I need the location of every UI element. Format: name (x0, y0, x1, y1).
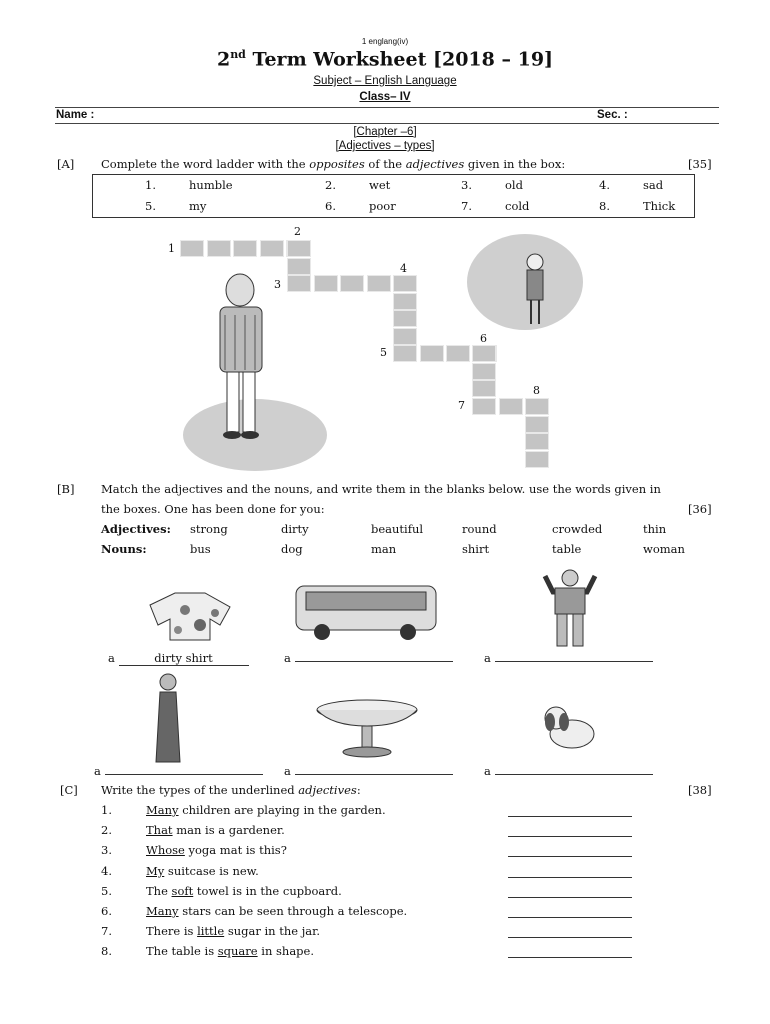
word-number: 1. (145, 178, 156, 192)
section-b-instruction-2: the boxes. One has been done for you: (101, 502, 325, 516)
sentence-rest: in shape. (257, 944, 314, 959)
sentence-prefix: There is (146, 924, 198, 939)
article: a (484, 651, 491, 665)
instr-part: Write the types of the underlined (101, 783, 299, 797)
word-item: my (189, 199, 207, 213)
ladder-number: 1 (168, 242, 175, 255)
sentence-rest: yoga mat is this? (184, 843, 287, 858)
noun-word: woman (643, 542, 685, 556)
underlined-adjective: My (146, 863, 165, 878)
sentence-prefix: The (146, 883, 172, 898)
answer-line[interactable] (508, 866, 632, 878)
word-item: humble (189, 178, 233, 192)
ladder-number: 4 (400, 262, 407, 275)
noun-word: table (552, 542, 582, 556)
item-sentence (146, 823, 285, 837)
noun-word: bus (190, 542, 211, 556)
subject-line: Subject – English Language (313, 75, 457, 87)
section-a-marks: [35] (688, 157, 712, 171)
adjective-word: round (462, 522, 497, 536)
ladder-number: 8 (533, 384, 540, 397)
answer-line[interactable] (508, 825, 632, 837)
sentence-rest: towel is in the cupboard. (193, 883, 342, 898)
word-item: wet (369, 178, 391, 192)
instr-part: : (356, 783, 361, 797)
section-b-instruction-1: Match the adjectives and the nouns, and write them in the blanks below. use the words given in (101, 482, 661, 496)
exercise-item (0, 904, 770, 922)
item-sentence (146, 944, 314, 958)
word-item: Thick (643, 199, 676, 213)
section-b-label: [B] (57, 482, 75, 496)
class-line: Class– IV (359, 91, 411, 103)
underlined-adjective: Whose (146, 843, 185, 858)
answer-line[interactable] (508, 845, 632, 857)
adjective-word: strong (190, 522, 228, 536)
nouns-label: Nouns: (101, 542, 147, 556)
sentence-rest: man is a gardener. (172, 823, 285, 838)
article: a (108, 651, 115, 665)
item-number: 6. (101, 904, 112, 918)
ladder-number: 3 (274, 278, 281, 291)
section-b-marks: [36] (688, 502, 712, 516)
adjective-word: dirty (281, 522, 309, 536)
sentence-rest: sugar in the jar. (224, 924, 321, 939)
noun-word: man (371, 542, 397, 556)
word-item: old (505, 178, 523, 192)
item-sentence (146, 884, 342, 898)
noun-word: dog (281, 542, 303, 556)
top-code: 1 englang(iv) (361, 37, 409, 46)
instr-part: of the (364, 157, 406, 171)
underlined-adjective: That (146, 823, 173, 838)
word-number: 8. (599, 199, 610, 213)
ladder-number: 6 (480, 332, 487, 345)
sentence-rest: children are playing in the garden. (178, 803, 386, 817)
item-sentence (146, 803, 386, 817)
sentence-rest: stars can be seen through a telescope. (178, 904, 408, 918)
section-c-label: [C] (60, 783, 78, 797)
item-number: 4. (101, 863, 112, 878)
noun-word: shirt (462, 542, 490, 556)
article: a (484, 764, 491, 778)
item-number: 3. (101, 843, 112, 858)
underlined-adjective: square (217, 944, 258, 959)
item-sentence (146, 904, 407, 918)
article: a (284, 764, 291, 778)
instr-em: opposites (309, 157, 365, 171)
exercise-item (0, 803, 770, 821)
word-number: 5. (145, 199, 156, 213)
word-item: poor (369, 199, 396, 213)
exercise-item (0, 864, 770, 882)
item-sentence (146, 864, 259, 878)
item-sentence (146, 924, 320, 938)
adjective-word: thin (643, 522, 667, 536)
instr-em: adjectives (405, 157, 465, 171)
item-number: 2. (101, 823, 112, 838)
answer-line[interactable] (508, 906, 632, 918)
answer-line[interactable] (508, 946, 632, 958)
item-number: 5. (101, 883, 112, 898)
underlined-adjective: Many (146, 803, 179, 817)
title-post: Term Worksheet [2018 – 19] (245, 48, 554, 71)
item-number: 8. (101, 944, 112, 959)
word-number: 7. (461, 199, 472, 213)
title-sup: nd (230, 48, 246, 61)
article: a (94, 764, 101, 778)
section-c-marks: [38] (688, 783, 712, 797)
word-number: 4. (599, 178, 610, 192)
example-answer: dirty shirt (154, 651, 213, 665)
word-item: cold (505, 199, 530, 213)
adjective-word: crowded (552, 522, 603, 536)
underlined-adjective: Many (146, 904, 179, 918)
section-a-label: [A] (57, 157, 75, 171)
ladder-number: 2 (294, 225, 301, 238)
ladder-number: 7 (458, 399, 465, 412)
word-item: sad (643, 178, 664, 192)
underlined-adjective: little (197, 924, 225, 939)
sec-label: Sec. : (597, 109, 628, 121)
article: a (284, 651, 291, 665)
exercise-item (0, 823, 770, 841)
chapter-heading: [Chapter –6] (353, 126, 417, 138)
exercise-item (0, 884, 770, 902)
word-number: 3. (461, 178, 472, 192)
topic-heading: [Adjectives – types] (335, 140, 435, 152)
word-number: 2. (325, 178, 336, 192)
instr-part: Complete the word ladder with the (101, 157, 310, 171)
answer-line[interactable] (508, 805, 632, 817)
item-number: 7. (101, 924, 112, 939)
sentence-rest: suitcase is new. (164, 863, 259, 878)
item-number: 1. (101, 803, 112, 817)
word-number: 6. (325, 199, 336, 213)
sentence-prefix: The table is (146, 944, 218, 959)
answer-line[interactable] (508, 886, 632, 898)
exercise-item (0, 843, 770, 861)
name-label: Name : (56, 109, 95, 121)
instr-em: adjectives (298, 783, 357, 797)
exercise-item (0, 944, 770, 962)
exercise-item (0, 924, 770, 942)
instr-part: given in the box: (464, 157, 566, 171)
adjectives-label: Adjectives: (101, 522, 171, 536)
answer-line[interactable] (508, 926, 632, 938)
ladder-number: 5 (380, 346, 387, 359)
underlined-adjective: soft (171, 883, 194, 898)
item-sentence (146, 843, 287, 857)
adjective-word: beautiful (371, 522, 424, 536)
title-pre: 2 (216, 48, 231, 71)
